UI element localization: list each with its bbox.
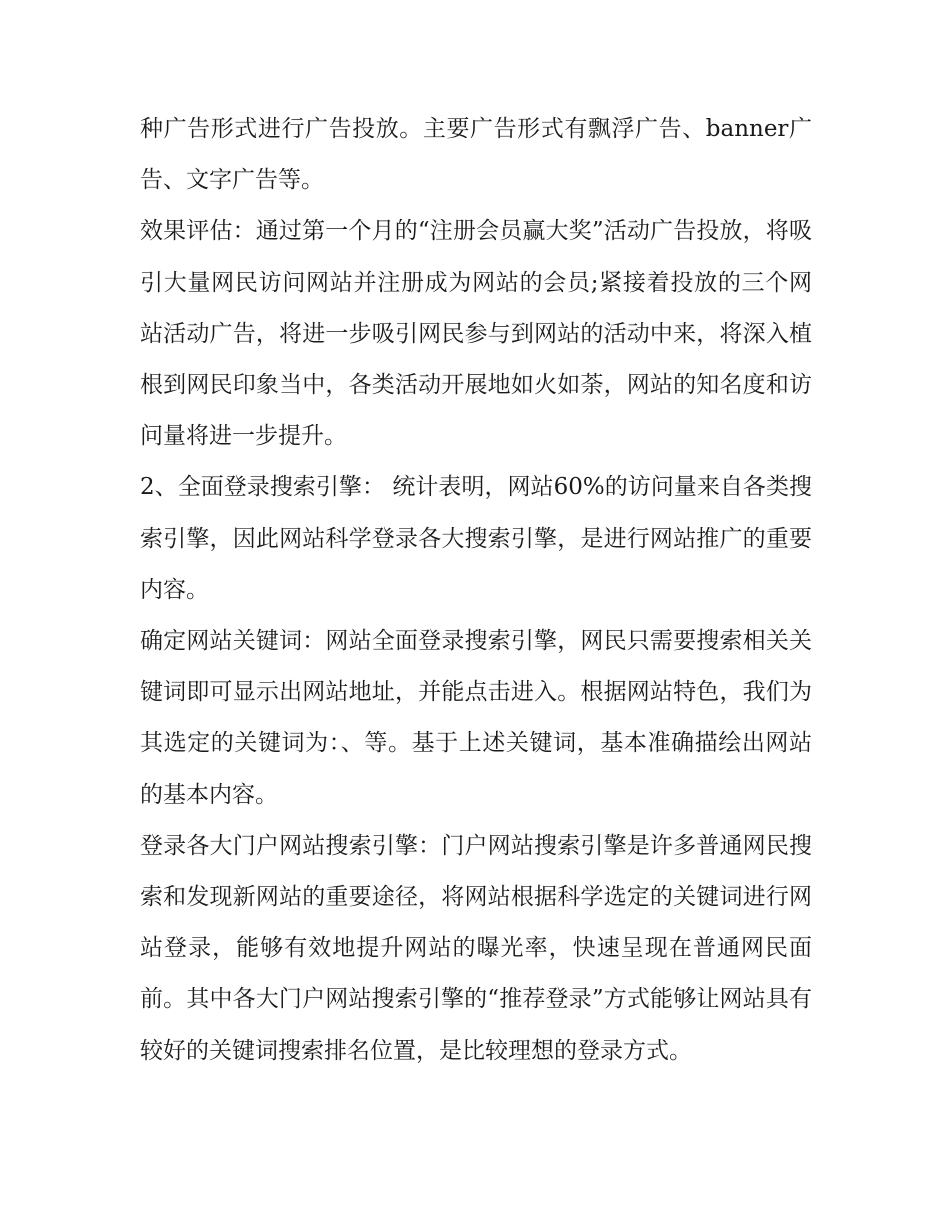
- paragraph-keywords: 确定网站关键词：网站全面登录搜索引擎，网民只需要搜索相关关键词即可显示出网站地址，并能点击进入。根据网站特色，我们为其选定的关键词为：、等。基于上述关键词，基本准确描绘出网站的基本内容。: [140, 628, 812, 808]
- paragraph-portal-search-engines: 登录各大门户网站搜索引擎：门户网站搜索引擎是许多普通网民搜索和发现新网站的重要途径，将网站根据科学选定的关键词进行网站登录，能够有效地提升网站的曝光率，快速呈现在普通网民面前。其中各大门户网站搜索引擎的“推荐登录”方式能够让网站具有较好的关键词搜索排名位置，是比较理想的登录方式。: [140, 832, 812, 1064]
- paragraph-search-engine-registration: 2、全面登录搜索引擎： 统计表明，网站60%的访问量来自各类搜索引擎，因此网站科学登录各大搜索引擎，是进行网站推广的重要内容。: [140, 474, 812, 603]
- paragraph-effect-evaluation: 效果评估：通过第一个月的“注册会员赢大奖”活动广告投放，将吸引大量网民访问网站并注册成为网站的会员;紧接着投放的三个网站活动广告，将进一步吸引网民参与到网站的活动中来，将深入植根到网民印象当中，各类活动开展地如火如荼，网站的知名度和访问量将进一步提升。: [140, 218, 812, 450]
- paragraph-ad-forms: 种广告形式进行广告投放。主要广告形式有飘浮广告、banner广告、文字广告等。: [140, 116, 812, 194]
- document-page: [140, 104, 812, 1077]
